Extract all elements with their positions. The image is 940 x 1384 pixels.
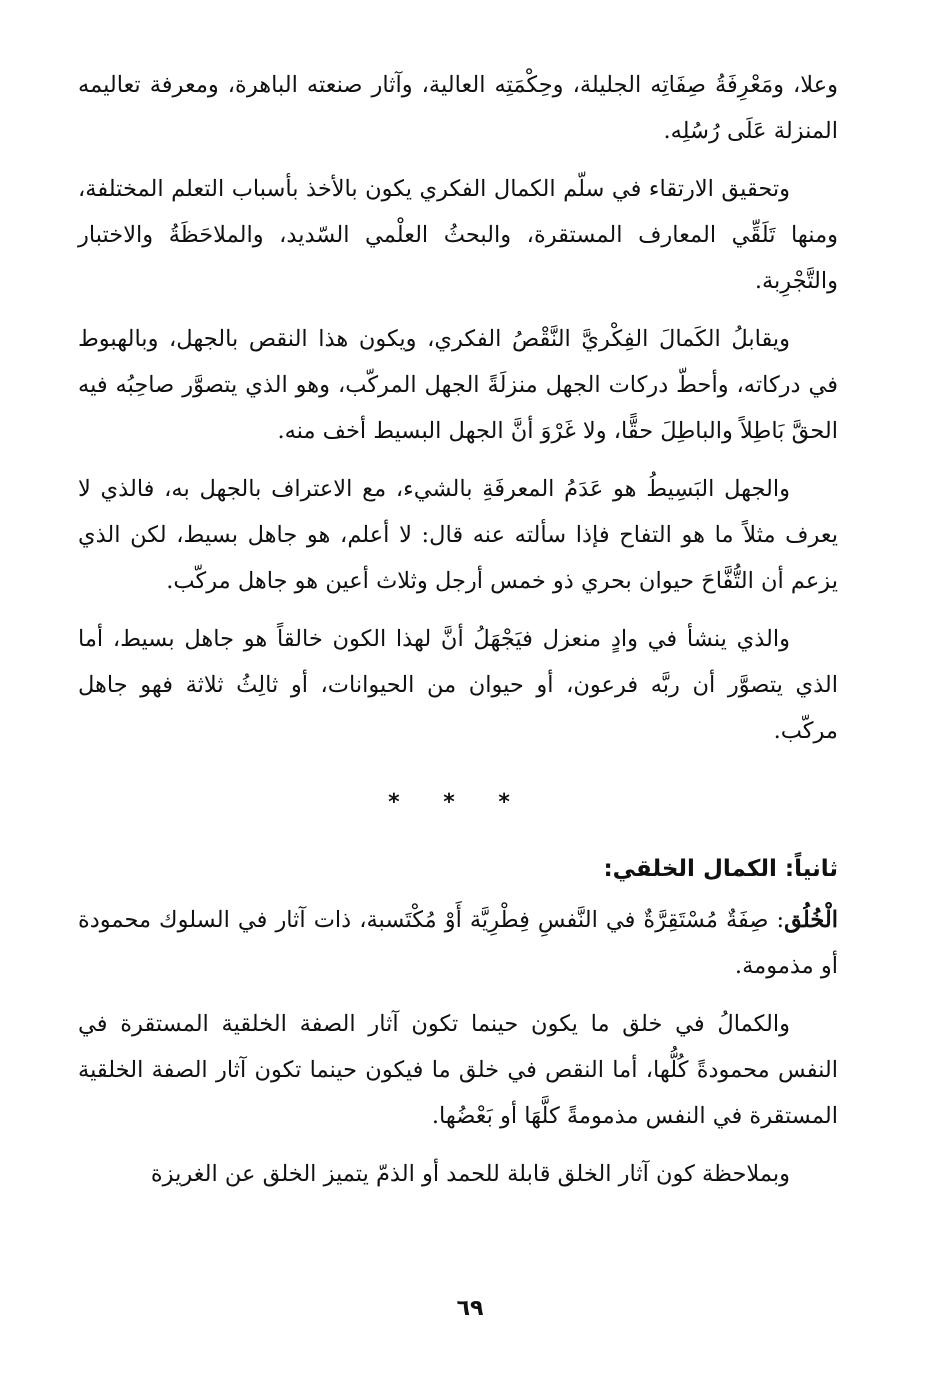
definition-text: : صِفَةٌ مُسْتَقِرَّةٌ في النَّفسِ فِطْرِيَّة أَوْ مُكْتَسبة، ذات آثار في السلوك محمودة أو مذمومة.	[78, 907, 838, 979]
paragraph-3: ويقابلُ الكَمالَ الفِكْريَّ النَّقْصُ الفكري، ويكون هذا النقص بالجهل، وبالهبوط في دركاته، وأحطّ دركات الجهل منزلَةً الجهل المركّب، وهو الذي يتصوَّر صاحِبُه فيه الحقَّ بَاطِلاً والباطِلَ حقًّا، ولا غَرْوَ أنَّ الجهل البسيط أخف منه.	[78, 326, 838, 444]
paragraph-5: والذي ينشأ في وادٍ منعزل فيَجْهَلُ أنَّ لهذا الكون خالقاً هو جاهل بسيط، أما الذي يتصوَّر أن ربَّه فرعون، أو حيوان من الحيوانات، أو ثالِثُ ثلاثة فهو جاهل مركّب.	[78, 626, 838, 744]
section-separator: * * *	[388, 790, 528, 815]
page-body	[78, 62, 838, 1209]
paragraph-6	[78, 897, 838, 989]
paragraph-1: وعلا، ومَعْرِفَةُ صِفَاتِه الجليلة، وحِكْمَتِه العالية، وآثار صنعته الباهرة، ومعرفة تعاليمه المنزلة عَلَى رُسُلِه.	[78, 72, 838, 144]
section-heading: ثانياً: الكمال الخلقي:	[603, 856, 838, 882]
paragraph-7: والكمالُ في خلق ما يكون حينما تكون آثار الصفة الخلقية المستقرة في النفس محمودةً كُلُّها، أما النقص في خلق ما فيكون حينما تكون آثار الصفة الخلقية المستقرة في النفس مذمومةً كلَّهَا أو بَعْضُها.	[78, 1011, 838, 1129]
defined-term: الْخُلُق	[784, 907, 838, 933]
paragraph-4: والجهل البَسِيطُ هو عَدَمُ المعرفَةِ بالشيء، مع الاعتراف بالجهل به، فالذي لا يعرف مثلاً ما هو التفاح فإذا سألته عنه قال: لا أعلم، هو جاهل بسيط، لكن الذي يزعم أن التُّفَّاحَ حيوان بحري ذو خمس أرجل وثلاث أعين هو جاهل مركّب.	[78, 476, 838, 594]
paragraph-2: وتحقيق الارتقاء في سلّم الكمال الفكري يكون بالأخذ بأسباب التعلم المختلفة، ومنها تَلَقِّي المعارف المستقرة، والبحثُ العلْمي السّديد، والملاحَظَةُ والاختبار والتَّجْرِبة.	[78, 176, 838, 294]
page-number: ٦٩	[456, 1296, 484, 1321]
paragraph-8: وبملاحظة كون آثار الخلق قابلة للحمد أو الذمّ يتميز الخلق عن الغريزة	[150, 1161, 790, 1187]
